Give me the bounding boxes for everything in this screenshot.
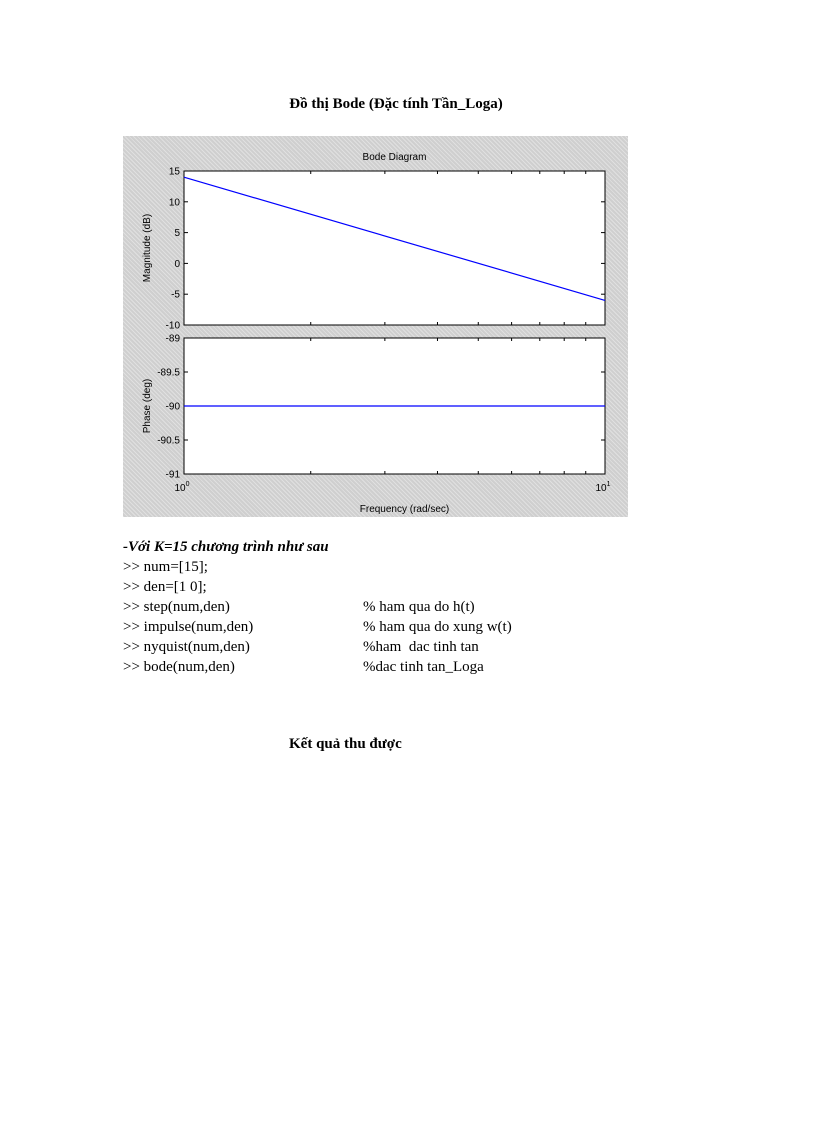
y-tick-label: -91 — [165, 469, 180, 481]
code-line — [123, 617, 512, 637]
result-heading: Kết quả thu được — [289, 736, 402, 752]
code-line — [123, 597, 475, 617]
y-tick-label: -5 — [171, 289, 180, 301]
y-tick-label: -10 — [165, 320, 180, 332]
code-comment: % ham qua do h(t) — [363, 599, 475, 615]
x-tick-label: $10^1$ — [595, 481, 611, 494]
code-section — [123, 537, 512, 677]
x-axis-label: Frequency (rad/sec) — [359, 504, 450, 515]
code-command: >> impulse(num,den) — [123, 619, 254, 635]
y-tick-label: 0 — [174, 258, 180, 270]
y-tick-label: 5 — [174, 228, 180, 240]
code-line — [123, 557, 329, 577]
code-command: >> den=[1 0]; — [123, 579, 207, 595]
bode-chart — [123, 136, 628, 517]
code-command: >> num=[15]; — [123, 559, 208, 575]
bode-figure — [123, 136, 628, 517]
code-comment: %dac tinh tan_Loga — [363, 659, 484, 675]
code-command: >> nyquist(num,den) — [123, 639, 250, 655]
code-comment: %ham dac tinh tan — [363, 639, 479, 655]
y-tick-label: 15 — [168, 166, 180, 178]
page-title: Đồ thị Bode (Đặc tính Tần_Loga) — [289, 96, 503, 112]
chart-title: Bode Diagram — [362, 152, 427, 163]
code-line — [123, 637, 479, 657]
y-tick-label: -89 — [165, 333, 180, 345]
code-line — [123, 657, 484, 677]
y-tick-label: -90 — [165, 401, 180, 413]
plot-area — [184, 171, 605, 325]
y-axis-label: Phase (deg) — [142, 378, 153, 434]
x-tick-label: $10^0$ — [174, 481, 190, 494]
y-axis-label: Magnitude (dB) — [142, 213, 153, 283]
code-line — [123, 577, 329, 597]
code-heading: -Với K=15 chương trình như sau — [123, 539, 329, 555]
code-command: >> step(num,den) — [123, 599, 230, 615]
code-command: >> bode(num,den) — [123, 659, 235, 675]
y-tick-label: -89.5 — [157, 367, 180, 379]
code-comment: % ham qua do xung w(t) — [363, 619, 512, 635]
y-tick-label: -90.5 — [157, 435, 180, 447]
y-tick-label: 10 — [168, 197, 180, 209]
